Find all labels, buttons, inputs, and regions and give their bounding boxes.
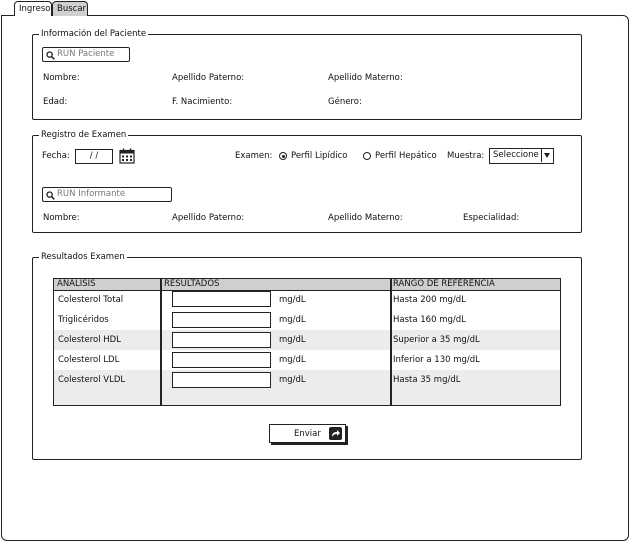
unit-cell: mg/dL — [279, 355, 306, 365]
rango-cell: Hasta 200 mg/dL — [393, 295, 466, 305]
paciente-apellido-materno-label: Apellido Materno: — [328, 73, 403, 83]
radio-perfil-lipidico[interactable] — [279, 152, 287, 160]
analisis-cell: Triglicéridos — [58, 315, 109, 325]
run-paciente-input[interactable] — [42, 47, 130, 62]
paciente-edad-label: Edad: — [43, 97, 68, 107]
examen-label: Examen: — [235, 151, 273, 161]
share-arrow-icon — [329, 427, 342, 440]
column-divider — [390, 279, 392, 405]
tab-buscar[interactable]: Buscar — [52, 1, 88, 16]
rango-cell: Inferior a 130 mg/dL — [393, 355, 480, 365]
table-row — [54, 310, 560, 330]
paciente-nombre-label: Nombre: — [43, 73, 80, 83]
unit-cell: mg/dL — [279, 375, 306, 385]
examen-legend: Registro de Examen — [41, 130, 127, 140]
muestra-select-value: Seleccione — [493, 150, 539, 160]
chevron-down-icon[interactable] — [541, 149, 553, 162]
column-divider — [160, 279, 162, 405]
rango-cell: Hasta 160 mg/dL — [393, 315, 466, 325]
perfil-lipidico-label[interactable]: Perfil Lipídico — [291, 151, 348, 161]
search-icon — [46, 191, 55, 200]
calendar-icon[interactable] — [119, 148, 135, 164]
rango-cell: Superior a 35 mg/dL — [393, 335, 480, 345]
table-row — [54, 290, 560, 310]
tab-ingreso[interactable]: Ingreso — [14, 1, 52, 16]
enviar-button[interactable] — [269, 424, 346, 443]
informante-nombre-label: Nombre: — [43, 213, 80, 223]
fecha-input[interactable]: / / — [75, 149, 113, 164]
analisis-cell: Colesterol VLDL — [58, 375, 126, 385]
informante-especialidad-label: Especialidad: — [463, 213, 520, 223]
run-paciente-placeholder: RUN Paciente — [57, 49, 115, 59]
analisis-cell: Colesterol HDL — [58, 335, 121, 345]
resultado-input-trigliceridos[interactable] — [172, 312, 271, 328]
paciente-nacimiento-label: F. Nacimiento: — [172, 97, 233, 107]
paciente-genero-label: Género: — [328, 97, 362, 107]
run-informante-placeholder: RUN Informante — [57, 189, 126, 199]
muestra-label: Muestra: — [447, 151, 485, 161]
table-row — [54, 330, 560, 350]
fecha-label: Fecha: — [42, 151, 70, 161]
resultado-input-colesterol-total[interactable] — [172, 291, 271, 307]
analisis-cell: Colesterol Total — [58, 295, 124, 305]
enviar-label: Enviar — [294, 429, 321, 439]
paciente-apellido-paterno-label: Apellido Paterno: — [172, 73, 245, 83]
resultado-input-colesterol-hdl[interactable] — [172, 332, 271, 348]
unit-cell: mg/dL — [279, 315, 306, 325]
table-row-empty — [54, 390, 560, 406]
perfil-hepatico-label[interactable]: Perfil Hepático — [375, 151, 437, 161]
header-resultados: RESULTADOS — [164, 279, 220, 289]
table-row — [54, 350, 560, 370]
unit-cell: mg/dL — [279, 295, 306, 305]
unit-cell: mg/dL — [279, 335, 306, 345]
search-icon — [46, 51, 55, 60]
header-analisis: ANALISIS — [57, 279, 96, 289]
resultado-input-colesterol-vldl[interactable] — [172, 372, 271, 388]
resultados-legend: Resultados Examen — [41, 252, 125, 262]
rango-cell: Hasta 35 mg/dL — [393, 375, 461, 385]
run-informante-input[interactable] — [42, 187, 172, 202]
informante-apellido-materno-label: Apellido Materno: — [328, 213, 403, 223]
resultados-table — [53, 278, 561, 406]
muestra-select[interactable] — [489, 148, 554, 164]
paciente-legend: Información del Paciente — [41, 29, 147, 39]
table-row — [54, 370, 560, 390]
header-rango: RANGO DE REFERENCIA — [393, 279, 495, 289]
informante-apellido-paterno-label: Apellido Paterno: — [172, 213, 245, 223]
resultado-input-colesterol-ldl[interactable] — [172, 352, 271, 368]
radio-perfil-hepatico[interactable] — [363, 152, 371, 160]
analisis-cell: Colesterol LDL — [58, 355, 120, 365]
